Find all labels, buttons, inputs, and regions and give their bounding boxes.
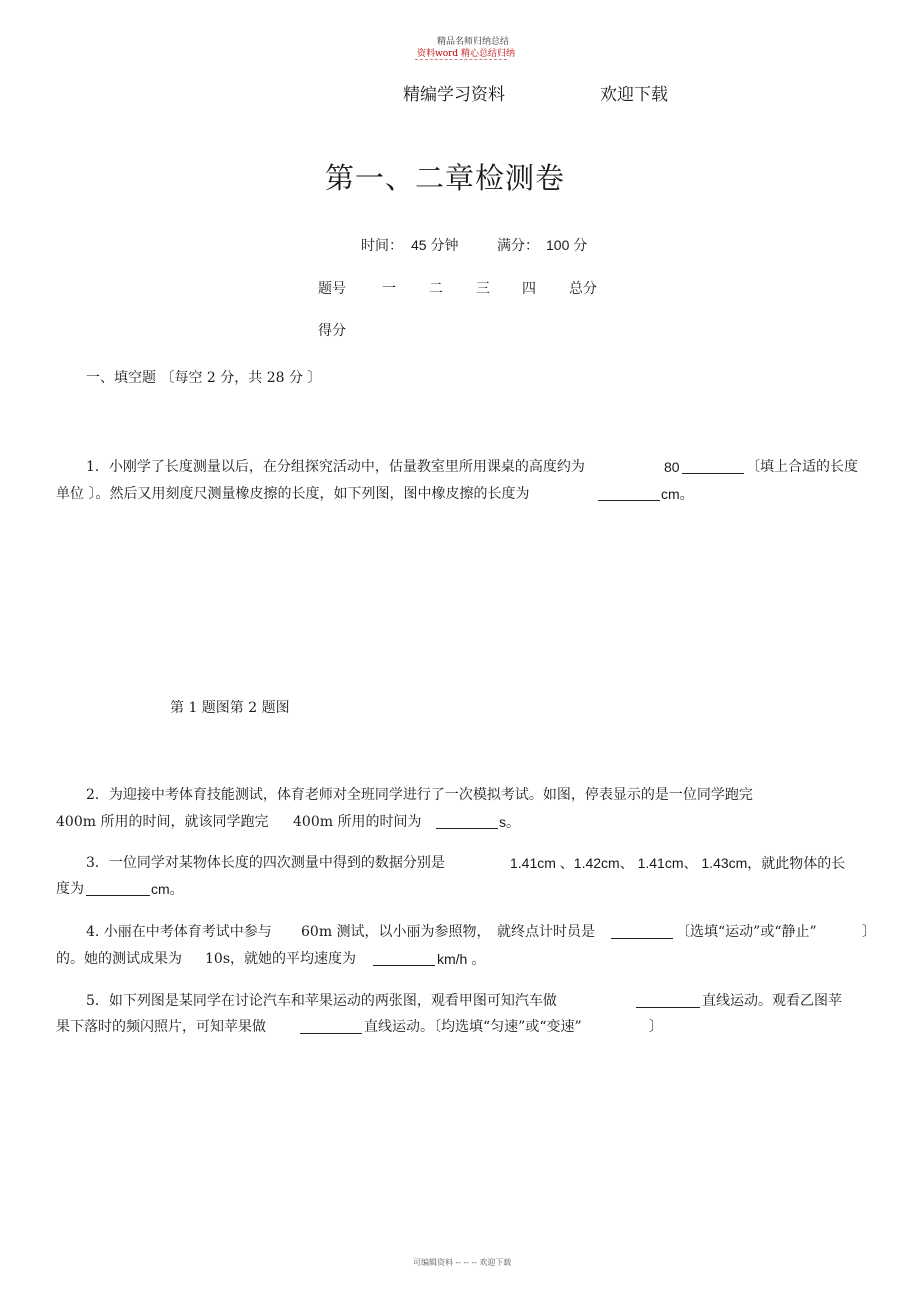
- q4-text-e: 〕: [862, 924, 876, 940]
- q4-text-a: 4. 小丽在中考体育考试中参与: [86, 924, 272, 940]
- q4-text-line2-b: 10s，就她的平均速度为: [205, 951, 356, 967]
- score-table-col-4: 四: [522, 281, 536, 297]
- q4-text-line2-a: 的。她的测试成果为: [56, 951, 182, 967]
- time-label: 时间：: [361, 238, 403, 254]
- q5-text-line2-c: 〕: [649, 1019, 663, 1035]
- q4-blank-2[interactable]: [373, 952, 435, 966]
- q3-unit: cm。: [151, 881, 184, 897]
- q1-text-c: 〔填上合适的长度: [746, 459, 858, 475]
- page-title: 第一、二章检测卷: [324, 161, 565, 195]
- q2-unit: s。: [499, 814, 520, 830]
- q4-text-b: 60m 测试，以小丽为参照物，: [301, 924, 491, 940]
- q2-text-b: 400m 所用的时间为: [293, 814, 422, 830]
- q4-blank-1[interactable]: [611, 925, 673, 939]
- q1-blank-1[interactable]: [682, 460, 744, 474]
- time-value: 45 分钟: [411, 237, 459, 253]
- q5-blank-2[interactable]: [300, 1020, 362, 1034]
- q1-blank-2[interactable]: [598, 487, 660, 501]
- q1-text-a: 1．小刚学了长度测量以后，在分组探究活动中，估量教室里所用课桌的高度约为: [86, 459, 585, 475]
- q1-value: 80: [664, 459, 680, 475]
- header-right: 欢迎下载: [600, 85, 668, 105]
- q3-text-a: 3．一位同学对某物体长度的四次测量中得到的数据分别是: [86, 855, 445, 871]
- score-label: 满分：: [497, 238, 539, 254]
- q1-text-line2: 单位 〕。然后又用刻度尺测量橡皮擦的长度，如下列图，图中橡皮擦的长度为: [56, 486, 530, 502]
- q4-text-c: 就终点计时员是: [497, 924, 595, 940]
- q3-values: 1.41cm 、1.42cm、 1.41cm、 1.43cm，就此物体的长: [510, 855, 846, 871]
- figure-caption: 第 1 题图第 2 题图: [170, 700, 290, 716]
- watermark-line-2: 资料word 精心总结归纳: [417, 49, 516, 59]
- watermark-divider: [415, 59, 507, 60]
- q2-text-a: 400m 所用的时间，就该同学跑完: [56, 814, 269, 830]
- q2-text-line1: 2．为迎接中考体育技能测试，体育老师对全班同学进行了一次模拟考试。如图，停表显示的是一位同学跑完: [86, 787, 753, 803]
- q5-text-a: 5．如下列图是某同学在讨论汽车和苹果运动的两张图，观看甲图可知汽车做: [86, 993, 557, 1009]
- score-table-col-total: 总分: [569, 281, 597, 297]
- q5-text-line2-a: 果下落时的频闪照片，可知苹果做: [56, 1019, 266, 1035]
- q5-text-line2-b: 直线运动。〔均选填“匀速”或“变速”: [364, 1019, 582, 1035]
- q1-unit: cm。: [661, 486, 694, 502]
- q3-blank[interactable]: [86, 882, 150, 896]
- score-table-row-label: 题号: [318, 281, 346, 297]
- q4-unit: km/h 。: [437, 951, 486, 967]
- score-value: 100 分: [546, 237, 588, 253]
- q5-text-b: 直线运动。观看乙图苹: [702, 993, 842, 1009]
- header-left: 精编学习资料: [403, 85, 505, 105]
- page-footer: 可编辑资料 -- -- -- 欢迎下载: [413, 1258, 512, 1267]
- score-table-col-1: 一: [382, 281, 396, 297]
- watermark-line-1: 精品名师归纳总结: [437, 37, 510, 47]
- q2-blank[interactable]: [436, 815, 498, 829]
- score-table-col-2: 二: [429, 281, 443, 297]
- section-heading: 一、填空题 〔每空 2 分，共 28 分 〕: [86, 370, 322, 386]
- score-table-score-label: 得分: [318, 323, 346, 339]
- score-table-col-3: 三: [476, 281, 490, 297]
- q4-text-d: 〔选填“运动”或“静止”: [676, 924, 817, 940]
- q5-blank-1[interactable]: [636, 994, 700, 1008]
- q3-text-line2: 度为: [56, 881, 84, 897]
